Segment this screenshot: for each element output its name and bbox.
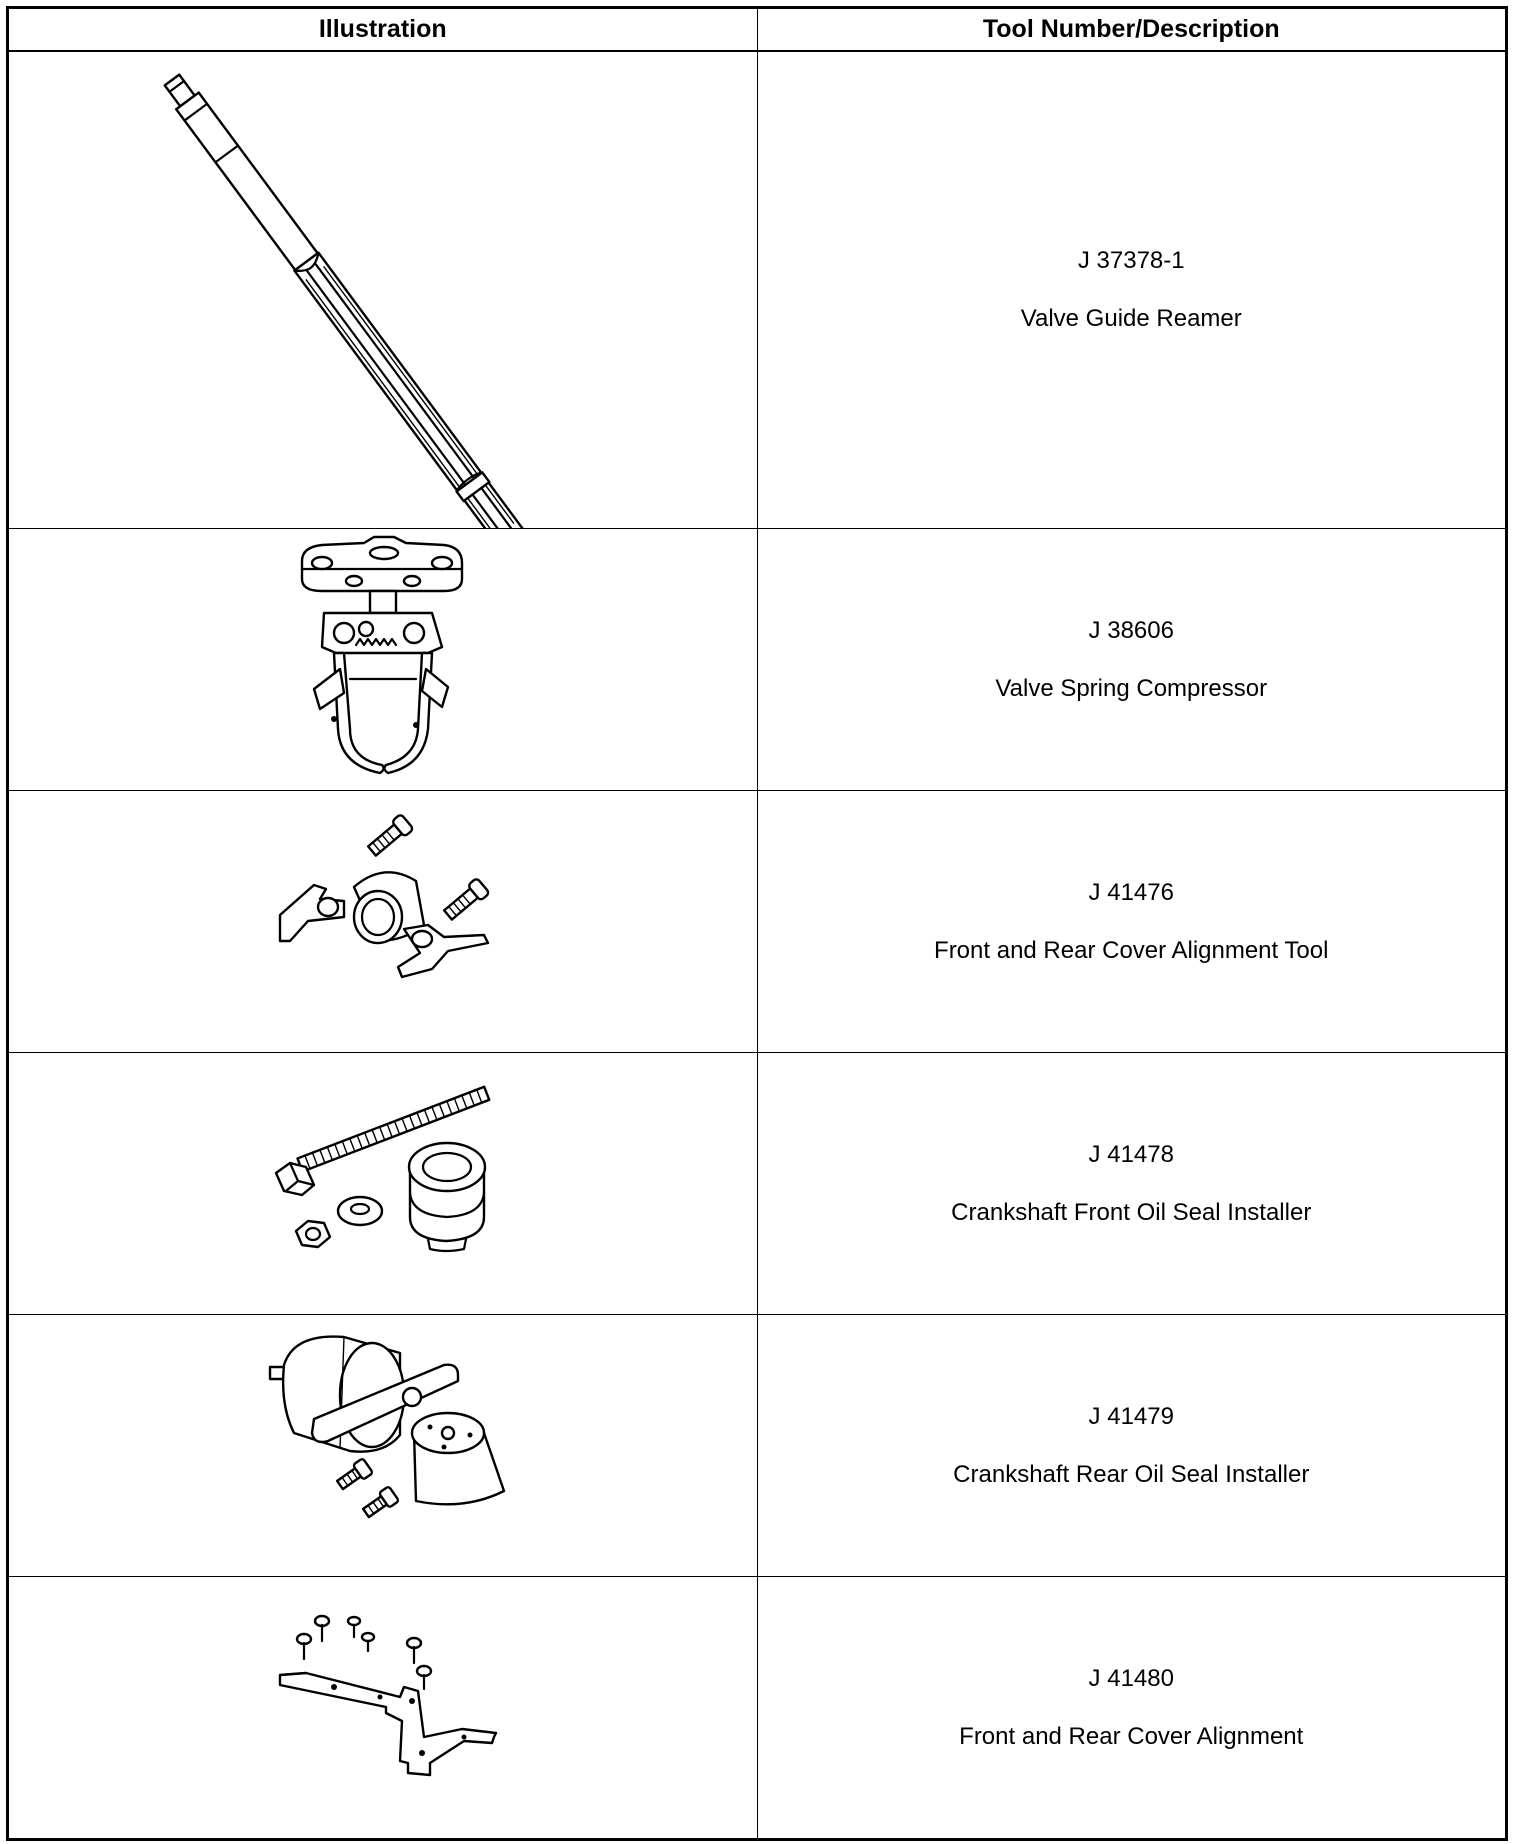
rear-oil-seal-installer-illustration (44, 1315, 721, 1576)
illustration-cell (8, 1577, 758, 1840)
tool-description: Front and Rear Cover Alignment Tool (934, 936, 1329, 964)
illustration-header: Illustration (8, 8, 758, 52)
valve-guide-reamer-illustration (44, 52, 721, 528)
table-row (8, 1315, 1507, 1577)
valve-spring-compressor-illustration (44, 529, 721, 790)
tool-number: J 41476 (1088, 878, 1174, 906)
tool-number: J 37378-1 (1077, 247, 1185, 274)
tool-description-cell (757, 791, 1507, 1053)
header-row (8, 8, 1507, 52)
tool-description-cell (757, 1315, 1507, 1577)
front-oil-seal-installer-illustration (44, 1053, 721, 1314)
illustration-cell (8, 791, 758, 1053)
tool-number: J 38606 (1088, 616, 1174, 644)
illustration-cell (8, 529, 758, 791)
tool-description: Crankshaft Rear Oil Seal Installer (953, 1460, 1310, 1488)
tool-description-cell (757, 1577, 1507, 1840)
table-row (8, 1577, 1507, 1840)
table-row (8, 791, 1507, 1053)
tool-description-cell (757, 51, 1507, 529)
tool-description-cell (757, 1053, 1507, 1315)
cover-alignment-plate-illustration (44, 1577, 721, 1838)
table-row (8, 529, 1507, 791)
tool-description: Front and Rear Cover Alignment (959, 1722, 1304, 1750)
tool-description: Valve Guide Reamer (1020, 305, 1242, 332)
tool-description-cell (757, 529, 1507, 791)
illustration-cell (8, 51, 758, 529)
tool-number: J 41478 (1088, 1140, 1174, 1168)
cover-alignment-tool-illustration (44, 791, 721, 1052)
tool-number-description-header: Tool Number/Description (757, 8, 1507, 52)
illustration-cell (8, 1315, 758, 1577)
special-tools-table (6, 6, 1508, 1841)
illustration-cell (8, 1053, 758, 1315)
table-row (8, 1053, 1507, 1315)
tool-description: Crankshaft Front Oil Seal Installer (951, 1198, 1312, 1226)
table-row (8, 51, 1507, 529)
tool-number: J 41480 (1088, 1664, 1174, 1692)
tool-description: Valve Spring Compressor (995, 674, 1268, 702)
tool-number: J 41479 (1088, 1402, 1174, 1430)
